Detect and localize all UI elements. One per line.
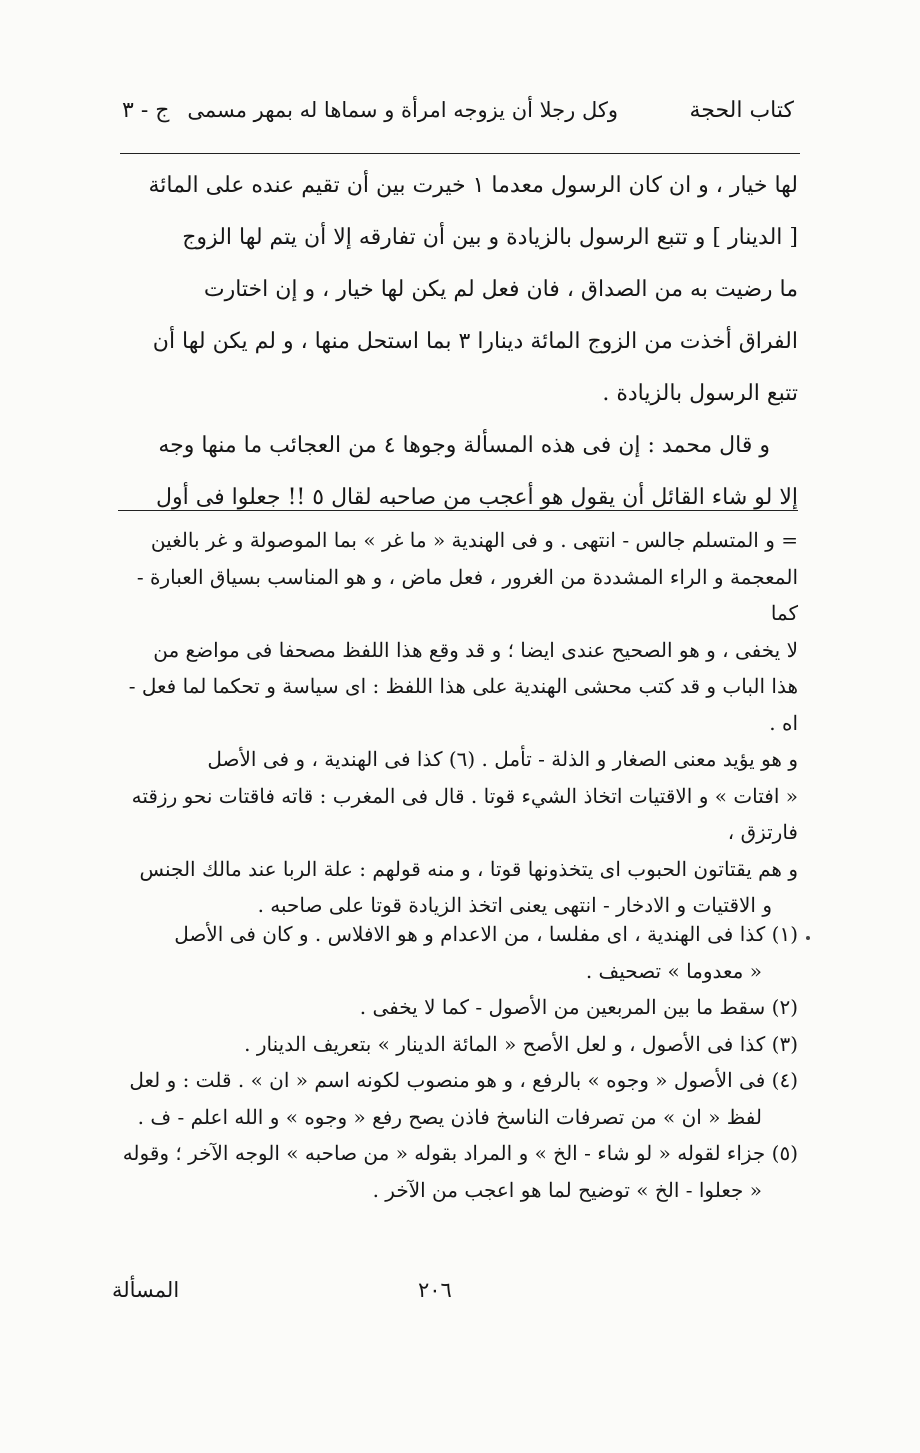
- running-title: وكل رجلا أن يزوجه امرأة و سماها له بمهر مسمى: [187, 98, 618, 122]
- main-line: لها خيار ، و ان كان الرسول معدما ١ خيرت بين أن تقيم عنده على المائة: [148, 173, 798, 198]
- main-line: ما رضيت به من الصداق ، فان فعل لم يكن لها خيار ، و إن اختارت: [203, 277, 798, 302]
- page-footer: [0, 1278, 920, 1318]
- footnotes: [112, 916, 798, 1208]
- book-title: كتاب الحجة: [689, 98, 794, 123]
- footnote-3: (٣) كذا فى الأصول ، و لعل الأصح « المائة الدينار » بتعريف الدينار .: [244, 1031, 798, 1056]
- catchword: المسألة: [112, 1278, 180, 1302]
- main-line: و قال محمد : إن فى هذه المسألة وجوها ٤ من العجائب ما منها وجه: [158, 433, 770, 458]
- page-header: [122, 92, 794, 132]
- footnote-4: (٤) فى الأصول « وجوه » بالرفع ، و هو منصوب لكونه اسم « ان » . قلت : و لعل: [129, 1068, 798, 1092]
- commentary-line: « افتات » و الاقتيات اتخاذ الشيء قوتا . قال فى المغرب : قاته فاقتات نحو رزقته فارتزق ،: [131, 783, 798, 844]
- footnote-1: (١) كذا فى الهندية ، اى مفلسا ، من الاعدام و هو الافلاس . و كان فى الأصل: [174, 922, 798, 946]
- commentary-line: و هو يؤيد معنى الصغار و الذلة - تأمل . (٦) كذا فى الهندية ، و فى الأصل: [207, 747, 798, 771]
- commentary-line: المعجمة و الراء المشددة من الغرور ، فعل ماض ، و هو المناسب بسياق العبارة - كما: [136, 564, 798, 625]
- commentary-block: [112, 522, 798, 924]
- commentary-line: و الاقتيات و الادخار - انتهى يعنى اتخذ الزيادة قوتا على صاحبه .: [257, 893, 772, 917]
- ink-mark: [806, 936, 810, 940]
- main-text: [112, 160, 798, 524]
- footnote-4-cont: لفظ « ان » من تصرفات الناسخ فاذن يصح رفع « وجوه » و الله اعلم - ف .: [137, 1104, 762, 1129]
- commentary-line: = و المتسلم جالس - انتهى . و فى الهندية « ما غر » بما الموصولة و غر بالغين: [150, 528, 798, 552]
- volume-number: ج - ٣: [122, 98, 170, 123]
- footnote-5-cont: « جعلوا - الخ » توضيح لما هو اعجب من الآخر .: [372, 1177, 762, 1202]
- footnote-2: (٢) سقط ما بين المربعين من الأصول - كما لا يخفى .: [359, 995, 798, 1019]
- commentary-line: لا يخفى ، و هو الصحيح عندى ايضا ؛ و قد وقع هذا اللفظ مصحفا فى مواضع من: [153, 637, 798, 662]
- main-line: الفراق أخذت من الزوج المائة دينارا ٣ بما استحل منها ، و لم يكن لها أن: [152, 329, 798, 354]
- header-rule: [120, 153, 800, 154]
- commentary-line: هذا الباب و قد كتب محشى الهندية على هذا اللفظ : اى سياسة و تحكما لما فعل - اه .: [128, 674, 798, 735]
- commentary-line: و هم يقتاتون الحبوب اى يتخذونها قوتا ، و منه قولهم : علة الربا عند مالك الجنس: [139, 856, 798, 881]
- main-line: تتبع الرسول بالزيادة .: [602, 381, 798, 406]
- footnote-5: (٥) جزاء لقوله « لو شاء - الخ » و المراد بقوله « من صاحبه » الوجه الآخر ؛ وقوله: [122, 1141, 798, 1165]
- footnote-rule: [118, 510, 798, 511]
- main-line: [ الدينار ] و تتبع الرسول بالزيادة و بين أن تفارقه إلا أن يتم لها الزوج: [182, 225, 798, 250]
- page-number: ٢٠٦: [418, 1278, 452, 1302]
- main-line: إلا لو شاء القائل أن يقول هو أعجب من صاحبه لقال ٥ !! جعلوا فى أول: [156, 485, 798, 510]
- footnote-1-cont: « معدوما » تصحيف .: [585, 958, 762, 983]
